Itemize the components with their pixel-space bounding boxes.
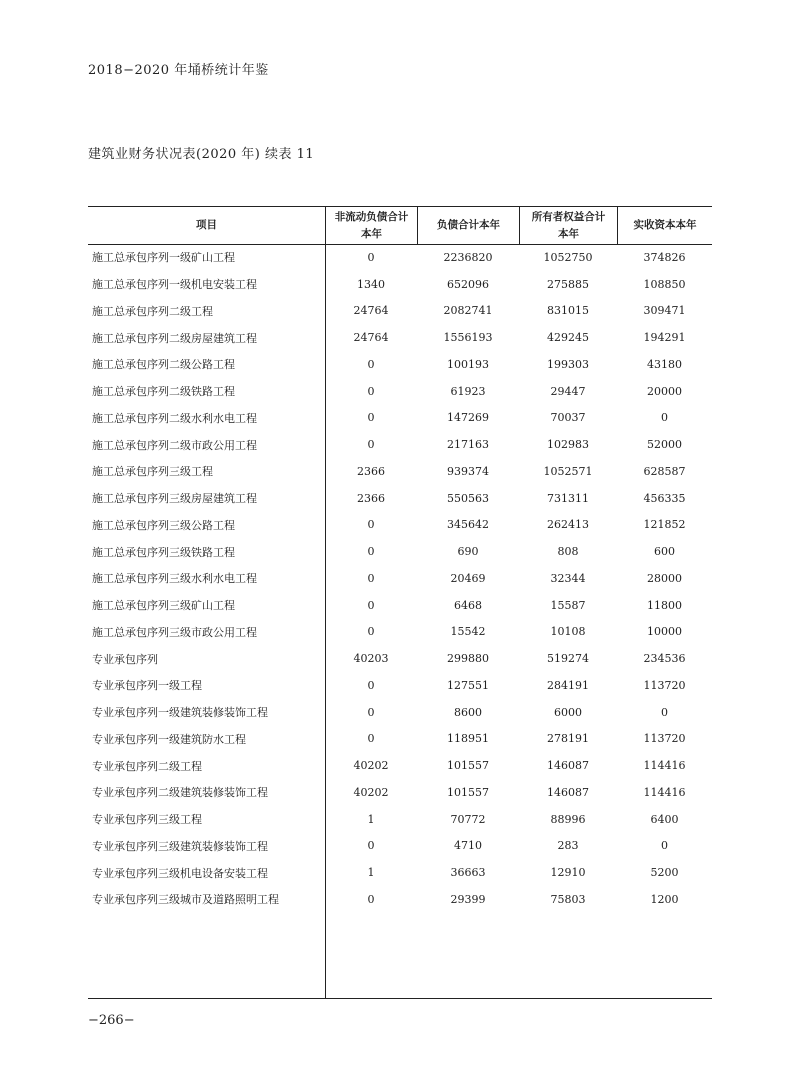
- owners-equity-cell: 102983: [547, 438, 589, 452]
- owners-equity-cell: 808: [557, 545, 579, 559]
- owners-equity-cell: 731311: [547, 491, 589, 505]
- row-label: 专业承包序列一级工程: [92, 679, 202, 693]
- table-row: [88, 592, 712, 619]
- owners-equity-cell: 429245: [547, 331, 589, 345]
- total-liabilities-cell: 70772: [450, 812, 486, 826]
- table-row: [88, 752, 712, 779]
- row-label: 施工总承包序列三级水利水电工程: [92, 572, 257, 586]
- row-label: 施工总承包序列三级矿山工程: [92, 599, 235, 613]
- row-label: 施工总承包序列一级机电安装工程: [92, 278, 257, 292]
- paid-in-capital-cell: 456335: [643, 491, 686, 505]
- paid-in-capital-cell: 374826: [643, 250, 686, 264]
- noncurrent-liabilities-cell: 40203: [353, 652, 389, 666]
- noncurrent-liabilities-cell: 0: [367, 518, 375, 532]
- paid-in-capital-cell: 0: [661, 411, 668, 425]
- row-label: 施工总承包序列二级水利水电工程: [92, 411, 257, 425]
- table-row: [88, 645, 712, 672]
- owners-equity-cell: 75803: [550, 892, 586, 906]
- owners-equity-cell: 15587: [550, 598, 586, 612]
- paid-in-capital-cell: 234536: [643, 652, 686, 666]
- noncurrent-liabilities-cell: 0: [367, 250, 375, 264]
- row-label: 施工总承包序列三级市政公用工程: [92, 625, 257, 639]
- paid-in-capital-cell: 600: [654, 545, 675, 559]
- row-label: 施工总承包序列二级公路工程: [92, 358, 235, 372]
- noncurrent-liabilities-cell: 40202: [353, 759, 389, 773]
- table-row: [88, 485, 712, 512]
- noncurrent-liabilities-cell: 1340: [357, 277, 385, 291]
- table-row: [88, 833, 712, 860]
- paid-in-capital-cell: 6400: [650, 812, 679, 826]
- table-row: [88, 886, 712, 913]
- total-liabilities-cell: 1556193: [443, 331, 493, 345]
- total-liabilities-cell: 652096: [447, 277, 489, 291]
- row-label: 施工总承包序列三级铁路工程: [92, 545, 235, 559]
- noncurrent-liabilities-cell: 0: [367, 732, 375, 746]
- table-row: [88, 458, 712, 485]
- row-label: 施工总承包序列二级工程: [92, 304, 213, 318]
- paid-in-capital-cell: 309471: [643, 304, 686, 318]
- paid-in-capital-cell: 10000: [647, 625, 682, 639]
- paid-in-capital-cell: 108850: [643, 277, 686, 291]
- table-row: [88, 859, 712, 886]
- total-liabilities-cell: 118951: [447, 732, 489, 746]
- row-label: 专业承包序列二级工程: [92, 759, 202, 773]
- owners-equity-cell: 10108: [550, 625, 586, 639]
- total-liabilities-cell: 20469: [450, 571, 486, 585]
- paid-in-capital-cell: 113720: [643, 732, 686, 746]
- noncurrent-liabilities-cell: 1: [367, 866, 375, 880]
- total-liabilities-cell: 15542: [450, 625, 486, 639]
- total-liabilities-cell: 550563: [447, 491, 489, 505]
- table-row: [88, 512, 712, 539]
- owners-equity-cell: 29447: [550, 384, 586, 398]
- table-row: [88, 779, 712, 806]
- paid-in-capital-cell: 28000: [647, 571, 682, 585]
- paid-in-capital-cell: 114416: [643, 785, 686, 799]
- row-label: 专业承包序列三级建筑装修装饰工程: [92, 839, 268, 853]
- total-liabilities-cell: 2082741: [443, 304, 493, 318]
- header-item: 项目: [196, 219, 217, 231]
- noncurrent-liabilities-cell: 0: [367, 545, 375, 559]
- owners-equity-cell: 283: [557, 839, 579, 853]
- table-row: [88, 538, 712, 565]
- total-liabilities-cell: 2236820: [443, 250, 493, 264]
- paid-in-capital-cell: 194291: [643, 331, 686, 345]
- table-row: [88, 351, 712, 378]
- header-owners-equity: 所有者权益合计本年: [519, 207, 617, 244]
- row-label: 专业承包序列二级建筑装修装饰工程: [92, 786, 268, 800]
- paid-in-capital-cell: 43180: [647, 357, 682, 371]
- table-row: [88, 806, 712, 833]
- row-label: 施工总承包序列二级房屋建筑工程: [92, 331, 257, 345]
- row-label: 专业承包序列一级建筑防水工程: [92, 732, 246, 746]
- paid-in-capital-cell: 628587: [643, 464, 686, 478]
- row-label: 专业承包序列: [92, 652, 158, 666]
- total-liabilities-cell: 345642: [447, 518, 489, 532]
- row-label: 专业承包序列一级建筑装修装饰工程: [92, 706, 268, 720]
- header-paid-in-capital: 实收资本本年: [617, 207, 712, 244]
- owners-equity-cell: 831015: [547, 304, 589, 318]
- table-row: [88, 431, 712, 458]
- owners-equity-cell: 146087: [547, 785, 589, 799]
- owners-equity-cell: 146087: [547, 759, 589, 773]
- owners-equity-cell: 199303: [547, 357, 589, 371]
- total-liabilities-cell: 8600: [454, 705, 482, 719]
- noncurrent-liabilities-cell: 0: [367, 625, 375, 639]
- paid-in-capital-cell: 114416: [643, 759, 686, 773]
- total-liabilities-cell: 101557: [447, 785, 489, 799]
- table-header: [88, 207, 712, 245]
- total-liabilities-cell: 690: [457, 545, 479, 559]
- noncurrent-liabilities-cell: 0: [367, 438, 375, 452]
- table-row: [88, 324, 712, 351]
- owners-equity-cell: 519274: [547, 652, 589, 666]
- row-label: 专业承包序列三级城市及道路照明工程: [92, 893, 279, 907]
- table-row: [88, 672, 712, 699]
- owners-equity-cell: 88996: [550, 812, 586, 826]
- table-title: 建筑业财务状况表(2020 年) 续表 11: [88, 147, 315, 162]
- owners-equity-cell: 70037: [550, 411, 586, 425]
- paid-in-capital-cell: 1200: [650, 892, 679, 906]
- total-liabilities-cell: 100193: [447, 357, 489, 371]
- total-liabilities-cell: 101557: [447, 759, 489, 773]
- paid-in-capital-cell: 52000: [647, 438, 682, 452]
- paid-in-capital-cell: 20000: [647, 384, 682, 398]
- noncurrent-liabilities-cell: 1: [367, 812, 375, 826]
- total-liabilities-cell: 217163: [447, 438, 489, 452]
- table-row: [88, 244, 712, 271]
- owners-equity-cell: 278191: [547, 732, 589, 746]
- row-label: 施工总承包序列三级工程: [92, 465, 213, 479]
- header-total-liabilities: 负债合计本年: [417, 207, 519, 244]
- owners-equity-cell: 6000: [554, 705, 582, 719]
- table-row: [88, 565, 712, 592]
- paid-in-capital-cell: 5200: [650, 866, 679, 880]
- total-liabilities-cell: 61923: [450, 384, 486, 398]
- noncurrent-liabilities-cell: 24764: [353, 304, 389, 318]
- total-liabilities-cell: 4710: [454, 839, 482, 853]
- owners-equity-cell: 32344: [550, 571, 586, 585]
- financial-table: [88, 206, 712, 999]
- row-label: 施工总承包序列三级房屋建筑工程: [92, 492, 257, 506]
- row-label: 施工总承包序列二级铁路工程: [92, 385, 235, 399]
- page-number: −266−: [88, 1013, 135, 1028]
- owners-equity-cell: 284191: [547, 678, 589, 692]
- total-liabilities-cell: 147269: [447, 411, 489, 425]
- header-noncurrent-liabilities: 非流动负债合计本年: [325, 207, 417, 244]
- noncurrent-liabilities-cell: 2366: [357, 491, 385, 505]
- noncurrent-liabilities-cell: 0: [367, 892, 375, 906]
- table-row: [88, 271, 712, 298]
- paid-in-capital-cell: 113720: [643, 678, 686, 692]
- noncurrent-liabilities-cell: 0: [367, 705, 375, 719]
- total-liabilities-cell: 6468: [454, 598, 482, 612]
- paid-in-capital-cell: 0: [661, 839, 668, 853]
- noncurrent-liabilities-cell: 0: [367, 357, 375, 371]
- noncurrent-liabilities-cell: 2366: [357, 464, 385, 478]
- table-row: [88, 699, 712, 726]
- row-label: 专业承包序列三级机电设备安装工程: [92, 866, 268, 880]
- noncurrent-liabilities-cell: 0: [367, 678, 375, 692]
- noncurrent-liabilities-cell: 40202: [353, 785, 389, 799]
- total-liabilities-cell: 939374: [447, 464, 489, 478]
- total-liabilities-cell: 29399: [450, 892, 486, 906]
- paid-in-capital-cell: 0: [661, 705, 668, 719]
- paid-in-capital-cell: 121852: [643, 518, 686, 532]
- total-liabilities-cell: 127551: [447, 678, 489, 692]
- owners-equity-cell: 1052750: [543, 250, 593, 264]
- row-label: 专业承包序列三级工程: [92, 813, 202, 827]
- row-label: 施工总承包序列一级矿山工程: [92, 251, 235, 265]
- noncurrent-liabilities-cell: 0: [367, 598, 375, 612]
- total-liabilities-cell: 299880: [447, 652, 489, 666]
- total-liabilities-cell: 36663: [450, 866, 486, 880]
- table-body: [88, 244, 712, 913]
- owners-equity-cell: 275885: [547, 277, 589, 291]
- noncurrent-liabilities-cell: 0: [367, 571, 375, 585]
- table-row: [88, 298, 712, 325]
- noncurrent-liabilities-cell: 24764: [353, 331, 389, 345]
- noncurrent-liabilities-cell: 0: [367, 384, 375, 398]
- table-row: [88, 378, 712, 405]
- table-row: [88, 726, 712, 753]
- row-label: 施工总承包序列三级公路工程: [92, 518, 235, 532]
- owners-equity-cell: 12910: [550, 866, 586, 880]
- noncurrent-liabilities-cell: 0: [367, 839, 375, 853]
- owners-equity-cell: 1052571: [543, 464, 593, 478]
- row-label: 施工总承包序列二级市政公用工程: [92, 438, 257, 452]
- paid-in-capital-cell: 11800: [647, 598, 682, 612]
- running-head: 2018−2020 年埇桥统计年鉴: [88, 63, 269, 78]
- owners-equity-cell: 262413: [547, 518, 589, 532]
- table-row: [88, 619, 712, 646]
- noncurrent-liabilities-cell: 0: [367, 411, 375, 425]
- table-row: [88, 405, 712, 432]
